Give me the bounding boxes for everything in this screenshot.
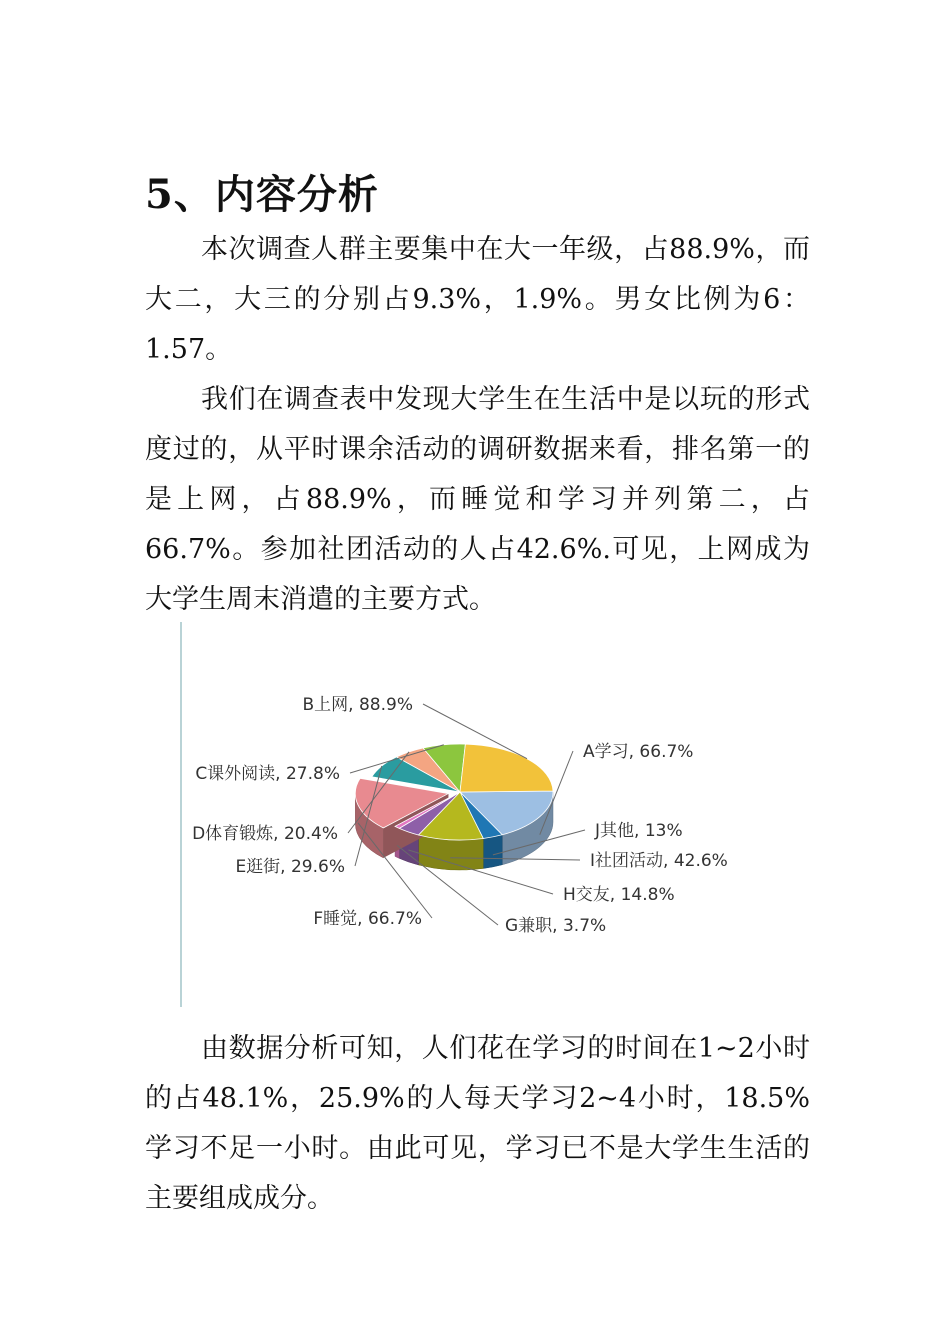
- pie-label-G: G兼职, 3.7%: [505, 916, 607, 936]
- paragraph-leisure-activities: 我们在调查表中发现大学生在生活中是以玩的形式度过的，从平时课余活动的调研数据来看，排名第一的是上网，占88.9%，而睡觉和学习并列第二，占66.7%。参加社团活动的人占42.6%.可见，上网成为大学生周末消遣的主要方式。: [145, 384, 810, 615]
- paragraph-survey-population: 本次调查人群主要集中在大一年级，占88.9%，而大二，大三的分别占9.3%，1.9%。男女比例为6：1.57。: [145, 234, 810, 365]
- pie-label-F: F睡觉, 66.7%: [313, 909, 422, 929]
- pie-label-H: H交友, 14.8%: [563, 885, 675, 905]
- pie-label-E: E逛街, 29.6%: [235, 857, 345, 877]
- pie-chart-canvas: [180, 622, 751, 1007]
- paragraph-study-time: 由数据分析可知，人们花在学习的时间在1~2小时的占48.1%，25.9%的人每天学习2~4小时，18.5%学习不足一小时。由此可见，学习已不是大学生生活的主要组成成分。: [145, 1033, 810, 1214]
- pie-label-C: C课外阅读, 27.8%: [195, 764, 340, 784]
- pie-label-J: J其他, 13%: [595, 821, 683, 841]
- pie-label-A: A学习, 66.7%: [583, 742, 694, 762]
- section-title: 5、内容分析: [145, 171, 379, 218]
- pie-side-J: [483, 835, 502, 869]
- activity-pie-chart: [180, 622, 751, 1007]
- pie-label-D: D体育锻炼, 20.4%: [192, 824, 338, 844]
- pie-slices: [355, 744, 553, 840]
- pie-slice-B: [460, 744, 553, 792]
- pie-label-B: B上网, 88.9%: [302, 695, 413, 715]
- pie-label-I: I社团活动, 42.6%: [590, 851, 728, 871]
